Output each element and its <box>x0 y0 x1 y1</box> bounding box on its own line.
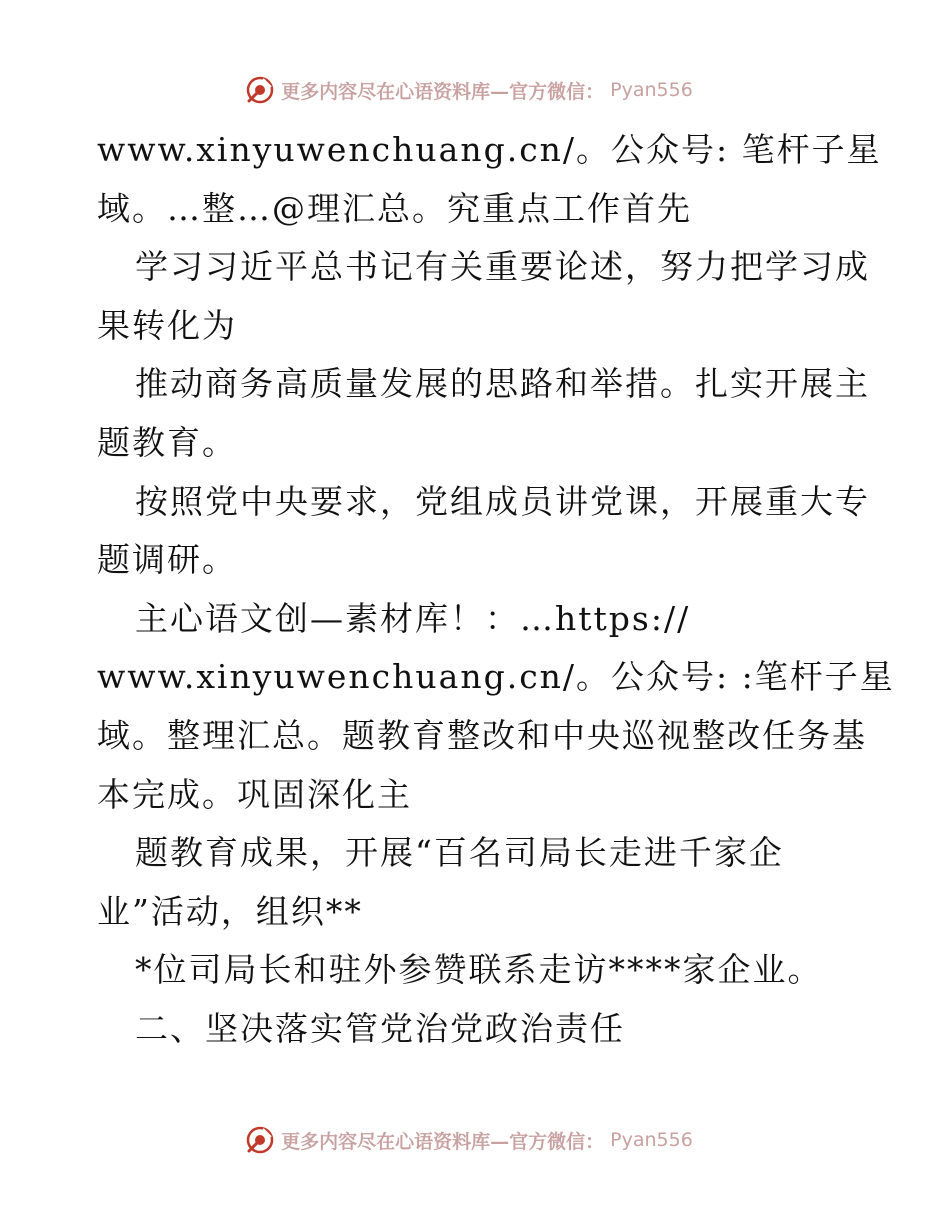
footer-banner-contact: Pyan556 <box>610 1129 693 1151</box>
body-line: 域。…整…@理汇总。究重点工作首先 <box>97 188 692 228</box>
pen-logo-icon <box>245 1125 275 1155</box>
footer-banner-inner <box>245 1125 693 1155</box>
footer-banner-text: 更多内容尽在心语资料库—官方微信： <box>281 1130 605 1153</box>
body-line: 题教育成果，开展“百名司局长走进千家企 <box>135 833 784 873</box>
body-line: 学习习近平总书记有关重要论述，努力把学习成 <box>135 247 870 287</box>
header-banner-text: 更多内容尽在心语资料库—官方微信： <box>281 80 605 103</box>
header-banner <box>0 70 950 110</box>
body-line: 业”活动，组织** <box>97 891 363 931</box>
body-line: 域。整理汇总。题教育整改和中央巡视整改任务基 <box>97 715 867 755</box>
body-line: 题调研。 <box>97 540 237 580</box>
body-line: 本完成。巩固深化主 <box>97 774 412 814</box>
body-line: 主心语文创—素材库！：…https:// <box>135 598 691 638</box>
header-banner-contact: Pyan556 <box>610 79 693 101</box>
body-line: www.xinyuwenchuang.cn/。公众号: :笔杆子星 <box>97 657 895 697</box>
body-line: 果转化为 <box>97 305 237 345</box>
section-heading: 二、坚决落实管党治党政治责任 <box>135 1008 625 1048</box>
body-line: *位司局长和驻外参赞联系走访****家企业。 <box>135 950 823 990</box>
body-line: 推动商务高质量发展的思路和举措。扎实开展主 <box>135 364 870 404</box>
body-line: 按照党中央要求，党组成员讲党课，开展重大专 <box>135 481 870 521</box>
document-body <box>97 121 895 1059</box>
body-line: 题教育。 <box>97 422 237 462</box>
pen-logo-icon <box>245 75 275 105</box>
footer-banner <box>0 1120 950 1160</box>
header-banner-inner <box>245 75 693 105</box>
body-line: www.xinyuwenchuang.cn/。公众号: 笔杆子星 <box>97 130 882 169</box>
